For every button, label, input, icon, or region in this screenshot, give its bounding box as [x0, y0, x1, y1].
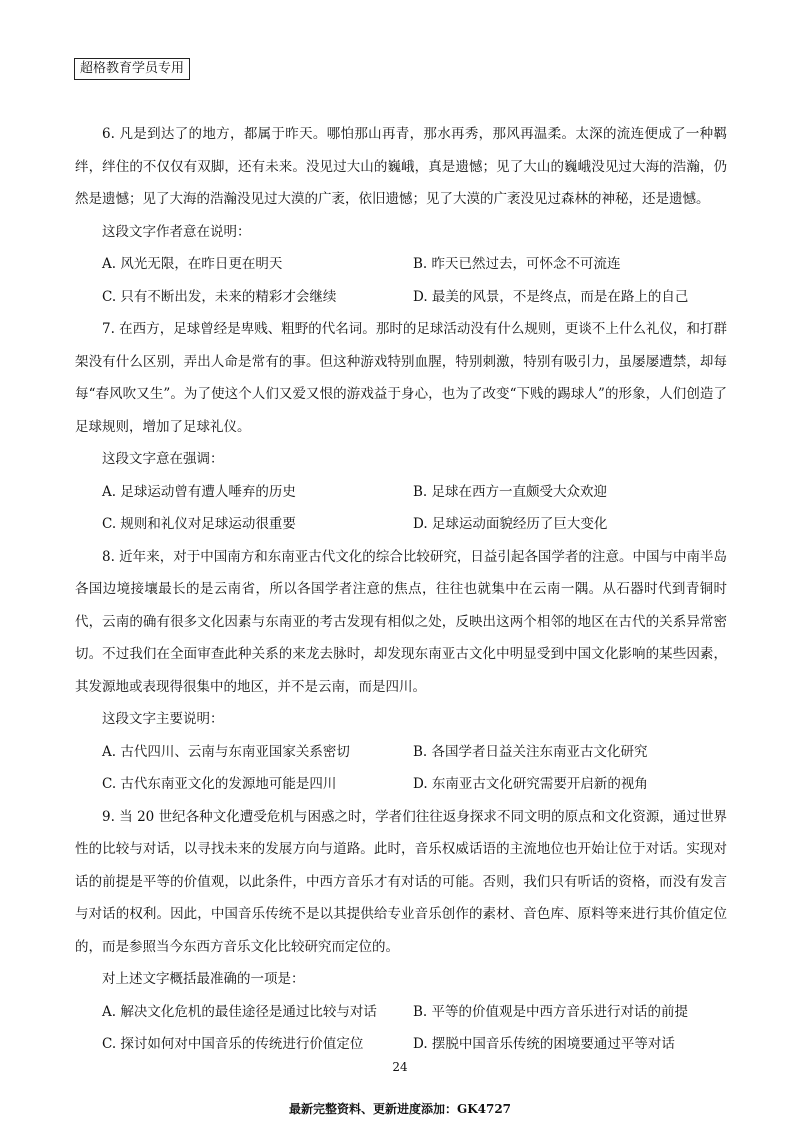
question-block — [75, 801, 727, 1061]
question-block — [75, 118, 727, 313]
option-c: C. 古代东南亚文化的发源地可能是四川 — [102, 776, 337, 792]
question-prompt: 这段文字意在强调： — [102, 451, 224, 467]
option-c: C. 规则和礼仪对足球运动很重要 — [102, 516, 296, 532]
option-a: A. 古代四川、云南与东南亚国家关系密切 — [102, 743, 350, 760]
option-d: D. 最美的风景，不是终点，而是在路上的自己 — [413, 288, 689, 305]
question-prompt: 这段文字主要说明： — [102, 711, 224, 727]
option-c: C. 探讨如何对中国音乐的传统进行价值定位 — [102, 1036, 364, 1052]
options-grid — [102, 736, 727, 801]
option-d: D. 摆脱中国音乐传统的困境要通过平等对话 — [413, 1036, 675, 1052]
option-c: C. 只有不断出发，未来的精彩才会继续 — [102, 288, 337, 305]
question-block — [75, 541, 727, 801]
question-prompt: 对上述文字概括最准确的一项是： — [102, 971, 305, 987]
options-grid — [102, 476, 727, 541]
option-b: B. 平等的价值观是中西方音乐进行对话的前提 — [413, 1003, 689, 1020]
question-prompt: 这段文字作者意在说明： — [102, 223, 251, 240]
option-a: A. 风光无限，在昨日更在明天 — [102, 256, 283, 272]
questions-container — [75, 118, 727, 1061]
page-number: 24 — [392, 1060, 408, 1074]
option-d: D. 足球运动面貌经历了巨大变化 — [413, 516, 608, 532]
option-b: B. 昨天已然过去，可怀念不可流连 — [413, 256, 621, 272]
options-grid — [102, 248, 727, 313]
question-text: 9. 当 20 世纪各种文化遭受危机与困惑之时，学者们往往返身探求不同文明的原点和文化资源，通过世界性的比较与对话，以寻找未来的发展方向与道路。此时，音乐权威话语的主流地位也开始让位于对话。实现对话的前提是平等的价值观，以此条件，中西方音乐才有对话的可能。否则，我们只有听话的资格，而没有发言与对话的权利。因此，中国音乐传统不是以其提供给专业音乐创作的素材、音色库、原料等来进行其价值定位的，而是参照当今东西方音乐文化比较研究而定位的。 — [75, 808, 727, 955]
option-a: A. 足球运动曾有遭人唾弃的历史 — [102, 483, 296, 500]
question-text: 6. 凡是到达了的地方，都属于昨天。哪怕那山再青，那水再秀，那风再温柔。太深的流连便成了一种羁绊，绊住的不仅仅有双脚，还有未来。没见过大山的巍峨，真是遗憾；见了大山的巍峨没见过大海的浩瀚，仍然是遗憾；见了大海的浩瀚没见过大漠的广袤，依旧遗憾；见了大漠的广袤没见过森林的神秘，还是遗憾。 — [75, 126, 727, 207]
question-text: 8. 近年来，对于中国南方和东南亚古代文化的综合比较研究，日益引起各国学者的注意。中国与中南半岛各国边境接壤最长的是云南省，所以各国学者注意的焦点，往往也就集中在云南一隅。从石器时代到青铜时代，云南的确有很多文化因素与东南亚的考古发现有相似之处，反映出这两个相邻的地区在古代的关系异常密切。不过我们在全面审查此种关系的来龙去脉时，却发现东南亚古文化中明显受到中国文化影响的某些因素，其发源地或表现得很集中的地区，并不是云南，而是四川。 — [75, 548, 727, 695]
question-text: 7. 在西方，足球曾经是卑贱、粗野的代名词。那时的足球活动没有什么规则，更谈不上什么礼仪，和打群架没有什么区别，弄出人命是常有的事。但这种游戏特别血腥，特别刺激，特别有吸引力，虽屡屡遭禁，却每每“春风吹又生”。为了使这个人们又爱又恨的游戏益于身心，也为了改变“下贱的踢球人”的形象，人们创造了足球规则，增加了足球礼仪。 — [75, 321, 727, 435]
footer-note: 最新完整资料、更新进度添加：GK4727 — [288, 1102, 512, 1116]
header-label: 超格教育学员专用 — [74, 58, 190, 80]
option-d: D. 东南亚古文化研究需要开启新的视角 — [413, 776, 648, 792]
option-b: B. 足球在西方一直颇受大众欢迎 — [413, 483, 608, 500]
option-b: B. 各国学者日益关注东南亚古文化研究 — [413, 743, 648, 760]
question-block — [75, 313, 727, 541]
option-a: A. 解决文化危机的最佳途径是通过比较与对话 — [102, 1003, 377, 1020]
options-grid — [102, 996, 727, 1061]
